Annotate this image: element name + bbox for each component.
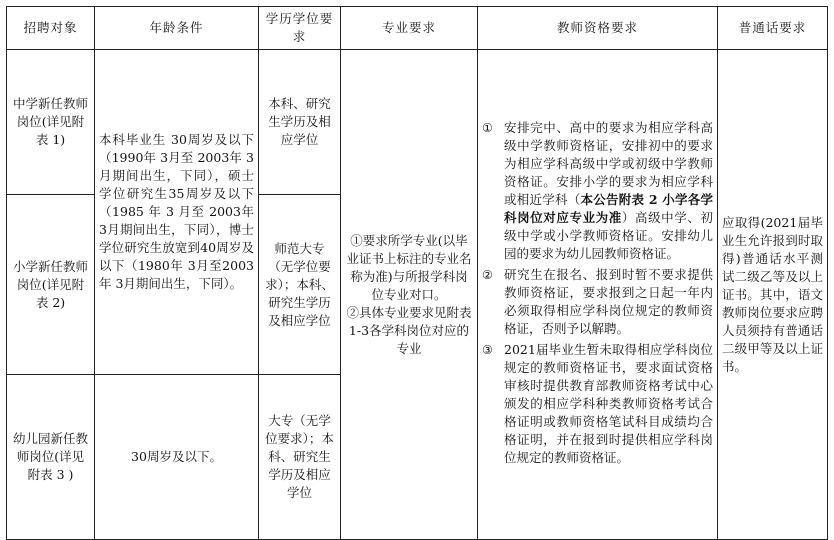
- target-kindergarten: 幼儿园新任教师岗位(详见附表 3 ): [7, 375, 95, 540]
- degree-kindergarten: 大专（无学位要求）；本科、研究生学历及相应学位: [259, 375, 341, 540]
- major-requirement-2: ②具体专业要求见附表 1-3各学科岗位对应的专业: [346, 304, 472, 356]
- header-age: 年龄条件: [95, 7, 259, 50]
- target-middle-school: 中学新任教师岗位(详见附表 1): [7, 50, 95, 195]
- major-requirement-merged: [341, 50, 478, 540]
- qualification-text: 研究生在报名、报到时暂不要求提供教师资格证，要求报到之日起一年内必须取得相应学科岗位规定的教师资格证，否则予以解聘。: [504, 267, 713, 336]
- qualification-number: ②: [482, 268, 493, 282]
- qualification-merged: [478, 50, 718, 540]
- qualification-number: ①: [482, 121, 493, 135]
- table-row: [7, 50, 828, 195]
- degree-primary-school: 师范大专（无学位要求）；本科、研究生学历及相应学位: [259, 195, 341, 375]
- header-target: 招聘对象: [7, 7, 95, 50]
- qualification-item: [482, 266, 713, 338]
- qualification-text-tail: ）高级中学、初级中学或小学教师资格证。安排幼儿园的要求为幼儿园教师资格证。: [504, 210, 713, 261]
- qualification-text: 2021届毕业生暂未取得相应学科岗位规定的教师资格证书，要求面试资格审核时提供教育部教师资格考试中心颁发的相应学科种类教师资格考试合格证明或教师资格笔试科目成绩均合格证明，并在报到时提供相应学科岗位规定的教师资格证。: [504, 342, 713, 465]
- qualification-bold-text: 本公告附表 2 小学各学科岗位对应专业为准: [504, 192, 713, 225]
- header-mandarin: 普通话要求: [718, 7, 828, 50]
- major-requirement-1: ①要求所学专业(以毕业证书上标注的专业名称为准)与所报学科岗位专业对口。: [346, 232, 472, 302]
- qualification-item: [482, 119, 713, 263]
- age-requirement-merged: 本科毕业生 30周岁及以下（1990年 3月至 2003年 3月期间出生，下同），硕士学位研究生35周岁及以下（1985 年 3 月至 2003年 3月期间出生，下同），博士学位研究生放宽到40周岁及以下（1980年 3月至2003年 3月期间出生，下同）。: [95, 50, 259, 375]
- header-qualification: 教师资格要求: [478, 7, 718, 50]
- qualification-text: 安排完中、高中的要求为相应学科高级中学教师资格证，安排初中的要求为相应学科高级中学或初级中学教师资格证。安排小学的要求为相应学科或相近学科（: [504, 120, 713, 207]
- degree-middle-school: 本科、研究生学历及相应学位: [259, 50, 341, 195]
- mandarin-requirement-merged: 应取得(2021届毕业生允许报到时取得)普通话水平测试二级乙等及以上证书。其中，语文教师岗位要求应聘人员须持有普通话二级甲等及以上证书。: [718, 50, 828, 540]
- header-degree: 学历学位要求: [259, 7, 341, 50]
- header-row: [7, 7, 828, 50]
- qualification-item: [482, 341, 713, 467]
- header-major: 专业要求: [341, 7, 478, 50]
- qualification-number: ③: [482, 343, 493, 357]
- recruitment-requirements-table: [6, 6, 828, 540]
- age-kindergarten: 30周岁及以下。: [95, 375, 259, 540]
- target-primary-school: 小学新任教师岗位(详见附表 2): [7, 195, 95, 375]
